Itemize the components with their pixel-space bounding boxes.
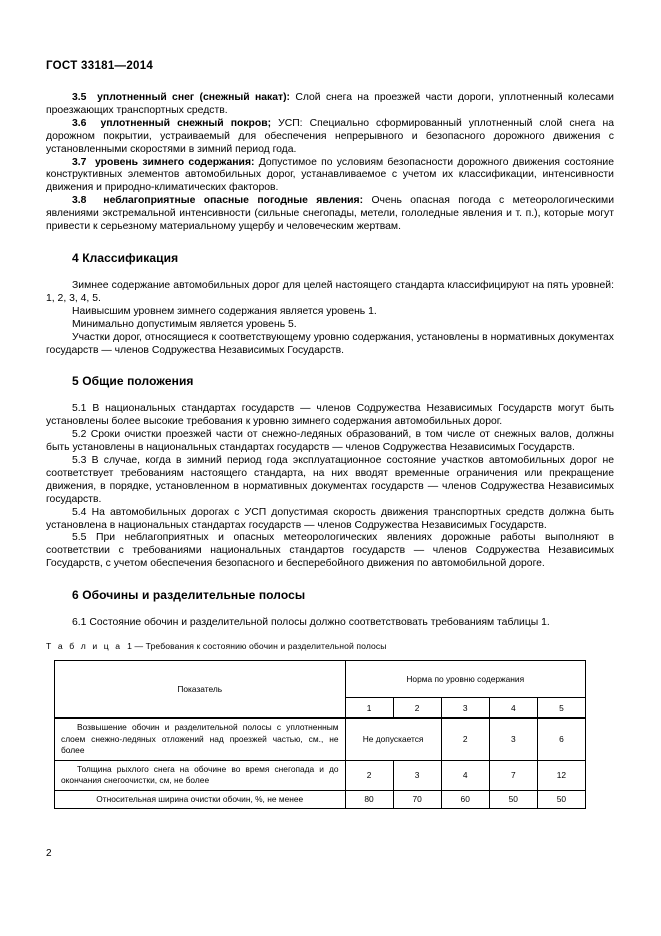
spacer: [46, 357, 614, 374]
section-heading-5: 5 Общие положения: [72, 374, 194, 389]
page-content: [46, 92, 614, 809]
clause-5-1-text: В национальных стандартах государств — членов Содружества Независимых Государств могут быть установлены более высокие требования к уровню зимнего содержания автомобильных дорог.: [46, 403, 614, 428]
section4-paragraph-3: Минимально допустимым является уровень 5.: [72, 318, 297, 330]
table-row-1-value-3: 2: [441, 718, 489, 760]
table-row-2-value-4: 7: [489, 760, 537, 790]
spacer: [46, 630, 614, 641]
section4-paragraph-2: Наивысшим уровнем зимнего содержания является уровень 1.: [72, 305, 377, 317]
table-row: [55, 760, 586, 790]
table-header-row-1: [55, 661, 586, 698]
table-row: [55, 790, 586, 809]
section4-paragraph-4: Участки дорог, относящиеся к соответствующему уровню содержания, установлены в нормативных документах государств — членов Содружества Независимых Государств.: [46, 331, 614, 356]
table-row-2-value-3: 4: [441, 760, 489, 790]
table-body: [55, 718, 586, 809]
term-3-6-number: 3.6: [72, 117, 87, 129]
clause-5-2-text: Сроки очистки проезжей части от снежно-ледяных образований, в том числе от снежных валов, должны быть установлены в национальных стандартах государств — членов Содружества Независимых Государств.: [46, 429, 614, 454]
clause-5-2: [46, 429, 614, 455]
term-3-6: [46, 118, 614, 157]
spacer: [46, 265, 614, 280]
term-3-7-term: уровень зимнего содержания:: [95, 156, 255, 168]
clause-5-3-number: 5.3: [72, 455, 87, 467]
section4-paragraph-1: Зимнее содержание автомобильных дорог для целей настоящего стандарта классифицируют на пять уровней: 1, 2, 3, 4, 5.: [46, 279, 614, 304]
table-row-3-value-2: 70: [393, 790, 441, 809]
page-number: 2: [46, 848, 52, 859]
table-row-2-label: Толщина рыхлого снега на обочине во время снегопада и до окончания снегоочистки, см, не более: [55, 760, 346, 790]
clause-5-1: [46, 403, 614, 429]
term-3-5-term: уплотненный снег (снежный накат):: [97, 92, 290, 103]
spacer: [46, 602, 614, 617]
clause-5-3-text: В случае, когда в зимний период года эксплуатационное состояние участков автомобильных дорог не соответствует требованиям настоящего стандарта, на них вводят временные ограничения или прекращение движения, в порядке, установленном в нормативных документах государств — членов Содружества Независимых государств.: [46, 455, 614, 505]
clause-6-1-number: 6.1: [72, 617, 87, 629]
requirements-table: [54, 660, 586, 809]
clause-6-1-text: Состояние обочин и разделительной полосы должно соответствовать требованиям таблицы 1.: [86, 617, 550, 629]
table-header-norm: Норма по уровню содержания: [345, 661, 586, 698]
table-row-1-merged-value: Не допускается: [345, 718, 441, 760]
table-header-level-1: 1: [345, 698, 393, 719]
term-3-8-definition: Очень опасная погода с метеорологическими явлениями экстремальной интенсивности (сильные снегопады, метели, гололедные явления и т. п.), которые могут привести к серьезному материальному ущербу и человеческим жертвам.: [46, 195, 614, 233]
table-row-3-value-3: 60: [441, 790, 489, 809]
table-caption-title: Требования к состоянию обочин и разделительной полосы: [145, 641, 387, 652]
spacer: [46, 651, 614, 660]
term-3-8-number: 3.8: [72, 195, 87, 207]
table-row-1-value-4: 3: [489, 718, 537, 760]
term-3-5-definition: Слой снега на проезжей части дороги, уплотненный колесами проезжающих транспортных средств.: [46, 92, 614, 116]
table-row-3-label: Относительная ширина очистки обочин, %, не менее: [55, 790, 346, 809]
term-3-7-number: 3.7: [72, 156, 87, 168]
clause-5-4-number: 5.4: [72, 506, 87, 518]
table-row: [55, 718, 586, 760]
clause-5-5: [46, 532, 614, 571]
table-caption-number: 1: [127, 641, 132, 652]
clause-6-1: [46, 617, 614, 630]
table-1-caption: [46, 641, 614, 651]
table-row-1-label: Возвышение обочин и разделительной полосы с уплотненным слоем снежно-ледяных отложений над проезжей частью, см., не более: [55, 718, 346, 760]
term-3-7: [46, 157, 614, 196]
clause-5-3: [46, 455, 614, 507]
clause-5-4: [46, 507, 614, 533]
spacer: [46, 388, 614, 403]
table-row-3-value-1: 80: [345, 790, 393, 809]
table-row-3-value-4: 50: [489, 790, 537, 809]
spacer: [46, 571, 614, 588]
clause-5-1-number: 5.1: [72, 403, 87, 415]
clause-5-4-text: На автомобильных дорогах с УСП допустимая скорость движения транспортных средств должна быть установлена в национальных стандартах государств — членов Содружества Независимых Государств.: [46, 506, 614, 531]
section-heading-4: 4 Классификация: [72, 250, 179, 265]
table-row-1-value-5: 6: [537, 718, 585, 760]
table-caption-label: Т а б л и ц а: [46, 641, 123, 652]
table-row-2-value-2: 3: [393, 760, 441, 790]
term-3-5-number: 3.5: [72, 92, 87, 103]
term-3-8: [46, 195, 614, 234]
term-3-5: [46, 92, 614, 118]
table-header-level-2: 2: [393, 698, 441, 719]
term-3-8-term: неблагоприятные опасные погодные явления:: [103, 195, 364, 207]
table-header-level-5: 5: [537, 698, 585, 719]
table-caption-dash: —: [134, 641, 144, 652]
document-header: ГОСТ 33181—2014: [46, 60, 154, 72]
table-head: [55, 661, 586, 719]
term-3-6-term: уплотненный снежный покров;: [100, 117, 272, 129]
table-row-3-value-5: 50: [537, 790, 585, 809]
term-3-7-definition: Допустимое по условиям безопасности дорожного движения состояние конструктивных элементов автомобильных дорог, устанавливаемое с учетом их классификации, интенсивности движения и природно-климатических факторов.: [46, 156, 614, 194]
table-header-level-3: 3: [441, 698, 489, 719]
table-row-2-value-5: 12: [537, 760, 585, 790]
clause-5-5-number: 5.5: [72, 532, 87, 544]
table-row-2-value-1: 2: [345, 760, 393, 790]
table-header-level-4: 4: [489, 698, 537, 719]
spacer: [46, 234, 614, 251]
clause-5-2-number: 5.2: [72, 429, 87, 441]
term-3-6-definition: УСП: Специально сформированный уплотненный слой снега на дорожном покрытии, устраиваемый для обеспечения непрерывного и безопасного дорожного движения с установленными скоростями в зимний период года.: [46, 117, 614, 155]
table-header-indicator: Показатель: [55, 661, 346, 719]
clause-5-5-text: При неблагоприятных и опасных метеорологических явлениях дорожные работы выполняют в соответствии с требованиями национальных стандартов государств — членов Содружества Независимых Государств, с учетом обеспечения безопасного и бесперебойного движения по автомобильной дороге.: [46, 532, 614, 570]
section-heading-6: 6 Обочины и разделительные полосы: [72, 588, 306, 603]
